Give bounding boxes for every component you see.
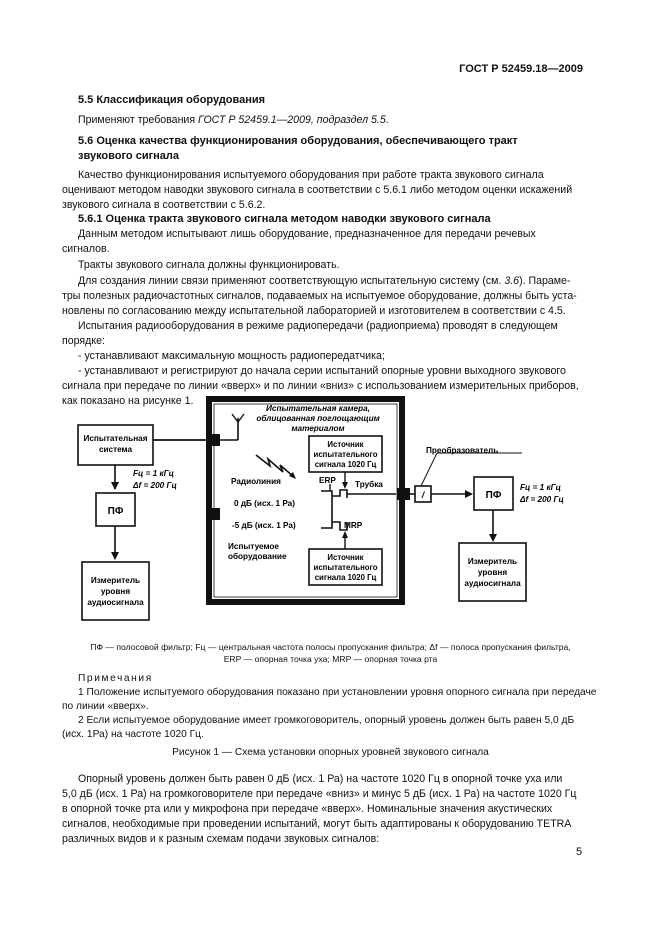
tube-label: Трубка [355, 480, 383, 489]
meter-left-label-1: Измеритель [90, 576, 141, 585]
arrow-down-icon [111, 552, 119, 560]
note-1-line2: по линии «вверх». [62, 701, 149, 712]
s561-line4-ref: 3.6 [504, 275, 520, 287]
src-top-label-2: испытательного [313, 450, 378, 459]
note-1-line1: 1 Положение испытуемого оборудования показано при установлении уровня опорного сигнала при передаче [78, 687, 597, 698]
eut-label-2: оборудование [228, 552, 287, 561]
src-top-label-3: сигнала 1020 Гц [314, 460, 377, 469]
src-bot-label-2: испытательного [313, 563, 378, 572]
s561-line11: сигнала при передаче по линии «вверх» и по линии «вниз» с использованием измерительных приборов, [62, 380, 579, 392]
level-minus5db: -5 дБ (исх. 1 Ра) [232, 521, 296, 530]
meter-left-label-2: уровня [100, 587, 131, 596]
converter-label: Преобразователь [426, 446, 499, 455]
s561-line8: порядке: [62, 335, 105, 347]
section-5-5-text-suffix: . [385, 114, 389, 126]
notes-title: Примечания [78, 673, 153, 684]
chamber-label-2: облицованная поглощающим [256, 414, 380, 423]
arrow-down-icon [342, 482, 348, 489]
s561-line4-b: ). Параме- [519, 275, 571, 287]
s561-line9: - устанавливают максимальную мощность радиопередатчика; [78, 350, 385, 362]
arrow-down-icon [111, 482, 119, 490]
mrp-label: MRP [344, 521, 363, 530]
section-5-6-1-title: 5.6.1 Оценка тракта звукового сигнала методом наводки звукового сигнала [78, 213, 491, 225]
note-2-line2: (исх. 1Ра) на частоте 1020 Гц. [62, 729, 204, 740]
chamber-connector-left [206, 508, 220, 520]
s561-line1: Данным методом испытывают лишь оборудование, предназначенное для передачи речевых [78, 228, 536, 240]
section-5-5-title: 5.5 Классификация оборудования [78, 94, 266, 106]
section-5-6-p1-line1: Качество функционирования испытуемого оборудования при работе тракта звукового сигнала [78, 169, 544, 181]
pf-right-label: ПФ [485, 490, 502, 501]
section-5-6-p1-line2: оценивают методом наводки звукового сигнала в соответствии с 5.6.1 либо методом оценки искажений [62, 184, 573, 196]
erp-label: ERP [319, 476, 336, 485]
section-5-6-title-line1: 5.6 Оценка качества функционирования оборудования, обеспечивающего тракт [78, 135, 518, 147]
section-5-6-p1-line3: звукового сигнала в соответствии с 5.6.2. [62, 199, 266, 211]
figure-1-diagram [0, 385, 661, 635]
figure-legend-line1: ПФ — полосовой фильтр; Fц — центральная частота полосы пропускания фильтра; Δf — полоса пропускания фильтра, [90, 642, 571, 652]
note-2-line1: 2 Если испытуемое оборудование имеет громкоговоритель, опорный уровень должен быть равен 5,0 дБ [78, 715, 575, 726]
figure-caption: Рисунок 1 — Схема установки опорных уровней звукового сигнала [172, 747, 489, 758]
eut-label-1: Испытуемое [228, 542, 279, 551]
figure-legend-line2: ERP — опорная точка уха; MRP — опорная точка рта [223, 654, 438, 664]
chamber-label-1: Испытательная камера, [266, 404, 370, 413]
meter-right-label-3: аудиосигнала [464, 579, 521, 588]
s561-line7: Испытания радиооборудования в режиме радиопередачи (радиоприема) проводят в следующем [78, 320, 558, 332]
final-line1: Опорный уровень должен быть равен 0 дБ (исх. 1 Ра) на частоте 1020 Гц в опорной точке уха или [78, 773, 563, 785]
section-5-5-text-prefix: Применяют требования [78, 114, 199, 126]
page-number: 5 [576, 846, 583, 858]
final-line3: в опорной точке рта или у микрофона при передаче «вверх». Номинальные значения акустических [62, 803, 553, 815]
s561-line4-a: Для создания линии связи применяют соответствующую испытательную систему (см. [78, 275, 505, 287]
s561-line4 [78, 274, 570, 289]
test-system-label-2: система [98, 445, 133, 454]
meter-right-label-1: Измеритель [467, 557, 518, 566]
chamber-connector-top [206, 434, 220, 446]
level-0db: 0 дБ (исх. 1 Ра) [234, 499, 295, 508]
s561-line10: - устанавливают и регистрируют до начала серии испытаний опорные уровни выходного звукового [78, 365, 566, 377]
df-left: Δf = 200 Гц [133, 481, 177, 490]
src-top-label-1: Источник [327, 440, 364, 449]
chamber-connector-right [397, 488, 410, 500]
arrow-right-icon [465, 490, 473, 498]
df-right: Δf = 200 Гц [520, 495, 564, 504]
converter-symbol: / [421, 490, 425, 500]
s561-line5: тры полезных радиочастотных сигналов, подаваемых на испытуемое оборудование, должны быть уста- [62, 290, 577, 302]
final-line2: 5,0 дБ (исх. 1 Ра) на громкоговорителе при передаче «вниз» и минус 5 дБ (исх. 1 Ра) на частоте 1020 Гц [62, 788, 577, 800]
arrow-up-icon [342, 531, 348, 538]
s561-line3: Тракты звукового сигнала должны функционировать. [78, 259, 340, 271]
section-5-6-title-line2: звукового сигнала [78, 150, 180, 162]
section-5-5-text [78, 113, 389, 128]
s561-line2: сигналов. [62, 243, 110, 255]
src-bot-label-1: Источник [327, 553, 364, 562]
fc-right: Fц = 1 кГц [520, 483, 561, 492]
document-code: ГОСТ Р 52459.18—2009 [459, 63, 583, 75]
chamber-label-3: материалом [291, 424, 345, 433]
pf-left-label: ПФ [107, 506, 124, 517]
meter-left-label-3: аудиосигнала [87, 598, 144, 607]
fc-left: Fц = 1 кГц [133, 469, 174, 478]
section-5-5-reference: ГОСТ Р 52459.1—2009, подраздел 5.5 [198, 114, 386, 126]
radio-link-label: Радиолиния [231, 477, 281, 486]
test-system-label-1: Испытательная [83, 434, 148, 443]
radio-link-icon [256, 455, 294, 477]
s561-line12: как показано на рисунке 1. [62, 395, 194, 407]
meter-right-label-2: уровня [477, 568, 508, 577]
final-line5: различных видов и к разным схемам подачи звуковых сигналов: [62, 833, 380, 845]
final-line4: сигналов, необходимые при проведении испытаний, могут быть адаптированы к оборудованию TETRA [62, 818, 572, 830]
src-bot-label-3: сигнала 1020 Гц [314, 573, 377, 582]
converter-pointer [421, 453, 437, 486]
s561-line6: новлены по согласованию между испытательной лабораторией и изготовителем в соответствии с 4.5. [62, 305, 566, 317]
arrow-down-icon [489, 534, 497, 542]
